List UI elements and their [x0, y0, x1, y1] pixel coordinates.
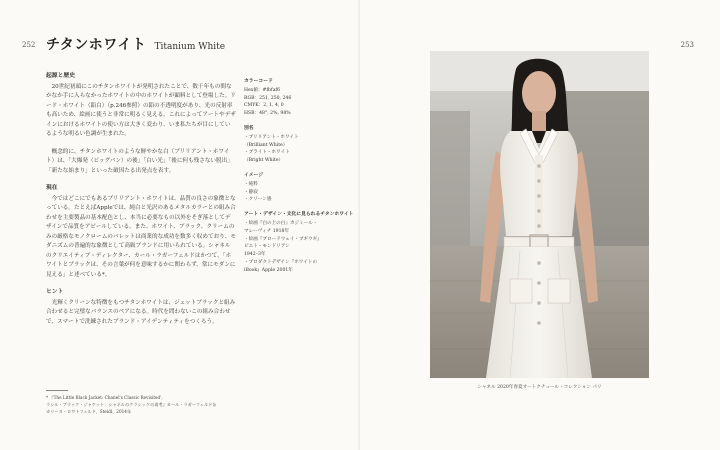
image-section	[244, 172, 356, 204]
footnote-rule	[46, 390, 68, 391]
hsb-value: HSB：48°, 2%, 98%	[244, 111, 291, 117]
tips-paragraph: 光輝くクリーンな特徴をもつチタンホワイトは、ジェットブラックと組み合わせると完璧なバランスのペアになる。時代を問わないこの組み合わせで、スマートで洗練されたブランド・アイデンティティをつくろう。	[46, 299, 236, 325]
title-english: Titanium White	[154, 42, 226, 52]
alias-line: （Brilliant White）	[244, 142, 288, 148]
body-text	[46, 72, 236, 335]
footnote-line: カリーヌ・ロワトフェルド、Steidl、2014年	[46, 409, 132, 414]
section-heading-history: 起源と歴史	[46, 73, 75, 79]
color-code-section	[244, 78, 356, 118]
photo-caption: シャネル 2020年春夏オートクチュール・コレクション パリ	[477, 385, 602, 390]
culture-line: マレーヴィチ 1918年	[244, 228, 290, 234]
culture-line: ・絵画『白の上の白』カジミール・	[244, 220, 318, 226]
runway-model-illustration	[430, 51, 649, 378]
culture-heading: アート・デザイン・文化に見られるチタンホワイト	[244, 211, 354, 218]
hex-value: Hex値：#fbfaf6	[244, 87, 281, 93]
section-heading-tips: ヒント	[46, 289, 64, 295]
runway-photo	[430, 51, 649, 378]
present-paragraph: 今ではどこにでもあるブリリアント・ホワイトは、品質の良さの象徴となっている。たとえばAppleでは、純白と光沢のあるメタルカラーとの組み合わせを主要製品の基本配色とし、本当に必要なもの以外をそぎ落としてデザインで品質をアピールしている。また、ホワイト、ブラック、クリームのみの厳格なモノクロームのパレットは商業的な成功を数多く収めており、モダニズムの普遍的な象徴として高級ブランドに用いられている。シャネルのクリエイティブ・ディレクター、カール・ラガーフェルドはかつて、「ホワイトとブラックは、その言葉が何を意味するかに関わらず、常にモダンに見える」と述べている*。	[46, 195, 236, 278]
alias-line: ・ブライト・ホワイト	[244, 150, 290, 156]
image-line: ・静寂	[244, 189, 258, 195]
page-title	[46, 34, 225, 54]
culture-line: iBook』Apple 2001年	[244, 267, 293, 273]
image-line: ・純粋	[244, 181, 258, 187]
color-code-heading: カラーコード	[244, 78, 273, 84]
rgb-value: RGB：251, 250, 246	[244, 95, 292, 101]
alias-line: ・ブリリアント・ホワイト	[244, 134, 299, 140]
culture-line: 1942–3年	[244, 252, 266, 258]
history-paragraph-2: 概念的に、チタンホワイトのような鮮やかな白（ブリリアント・ホワイト）は、「大爆発（ビッグバン）の後」「白い光」「後に何も残さない脱出」「新たな始まり」といった破因たる出発点を表す。	[46, 148, 233, 174]
section-heading-present: 現在	[46, 185, 58, 191]
footnote-line: * 『The Little Black Jacket: Chanel's Classic Revisited',	[46, 395, 163, 400]
cmyk-value: CMYK：2, 1, 4, 0	[244, 103, 284, 109]
sidebar-info	[244, 78, 356, 282]
culture-line: ・プロダクトデザイン『ホワイトの	[244, 259, 318, 265]
history-paragraph-1: 20世紀初頭にこのチタンホワイトが発明されたことで、数千年もの間なかなか手に入らなかったホワイトの中のホワイトが顕料として登場した。リード・ホワイト（鉛白）（p.246参照）の鉛の不透明度があり、光の反射率も高いため、絵画に使うと非常に明るく見える。これによってアートやデザインにおけるホワイトの使い方は大きく変わり、いま私たちが目にしているような明るい色調が生まれた。	[46, 83, 236, 137]
image-line: ・クリーン感	[244, 197, 272, 203]
left-page-number: 252	[22, 41, 36, 49]
culture-line: ピエト・モンドリアン	[244, 244, 290, 250]
alias-line: （Bright White）	[244, 158, 284, 164]
culture-line: ・絵画『ブロードウェイ・ブギウギ』	[244, 236, 322, 242]
image-heading: イメージ	[244, 171, 264, 178]
alias-section	[244, 125, 356, 165]
right-page-number: 253	[680, 41, 694, 49]
culture-section	[244, 211, 356, 274]
title-japanese: チタンホワイト	[46, 37, 147, 53]
footnote-line: ラシル・ブラック・ジャケット：シャネルのクラシックの再考』カール・ラガーフェルド＆	[46, 402, 217, 407]
alias-heading: 別名	[244, 124, 254, 131]
footnote	[46, 394, 246, 415]
